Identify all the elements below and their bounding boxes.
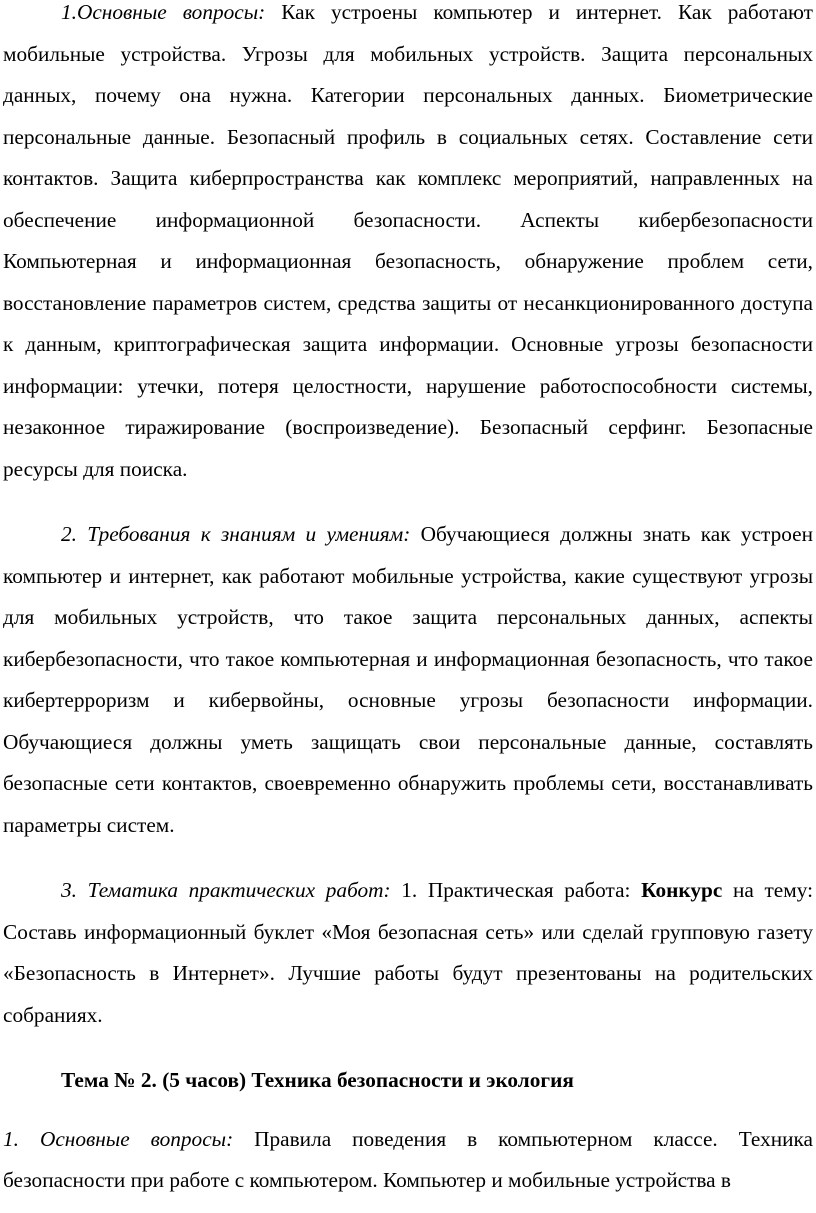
paragraph-requirements — [3, 514, 813, 846]
document-page — [3, 0, 813, 1202]
main-questions-label: 1.Основные вопросы: — [61, 0, 266, 24]
paragraph-main-questions — [3, 0, 813, 490]
paragraph-topic2-questions — [3, 1119, 813, 1202]
practical-works-text-after: на тему: Составь информационный буклет «Моя безопасная сеть» или сделай групповую газету «Безопасность в Интернет». Лучшие работы будут презентованы на родительских собраниях. — [3, 878, 813, 1027]
topic2-questions-text: Правила поведения в компьютерном классе. Техника безопасности при работе с компьютером. Компьютер и мобильные устройства в — [3, 1126, 813, 1192]
requirements-label: 2. Требования к знаниям и умениям: — [61, 522, 411, 546]
practical-works-label: 3. Тематика практических работ: — [61, 878, 391, 902]
contest-keyword: Конкурс — [641, 878, 723, 902]
practical-works-text-before: 1. Практическая работа: — [390, 878, 642, 902]
topic-2-heading: Тема № 2. (5 часов) Техника безопасности и экология — [61, 1068, 574, 1092]
topic2-questions-label: 1. Основные вопросы: — [3, 1126, 234, 1151]
paragraph-practical-works — [3, 870, 813, 1036]
main-questions-text: Как устроены компьютер и интернет. Как работают мобильные устройства. Угрозы для мобильных устройств. Защита персональных данных, почему она нужна. Категории персональных данных. Биометрические персональные данные. Безопасный профиль в социальных сетях. Составление сети контактов. Защита киберпространства как комплекс мероприятий, направленных на обеспечение информационной безопасности. Аспекты кибербезопасности Компьютерная и информационная безопасность, обнаружение проблем сети, восстановление параметров систем, средства защиты от несанкционированного доступа к данным, криптографическая защита информации. Основные угрозы безопасности информации: утечки, потеря целостности, нарушение работоспособности системы, незаконное тиражирование (воспроизведение). Безопасный серфинг. Безопасные ресурсы для поиска. — [3, 0, 813, 481]
requirements-text: Обучающиеся должны знать как устроен компьютер и интернет, как работают мобильные устройства, какие существуют угрозы для мобильных устройств, что такое защита персональных данных, аспекты кибербезопасности, что такое компьютерная и информационная безопасность, что такое кибертерроризм и кибервойны, основные угрозы безопасности информации. Обучающиеся должны уметь защищать свои персональные данные, составлять безопасные сети контактов, своевременно обнаружить проблемы сети, восстанавливать параметры систем. — [3, 522, 813, 837]
